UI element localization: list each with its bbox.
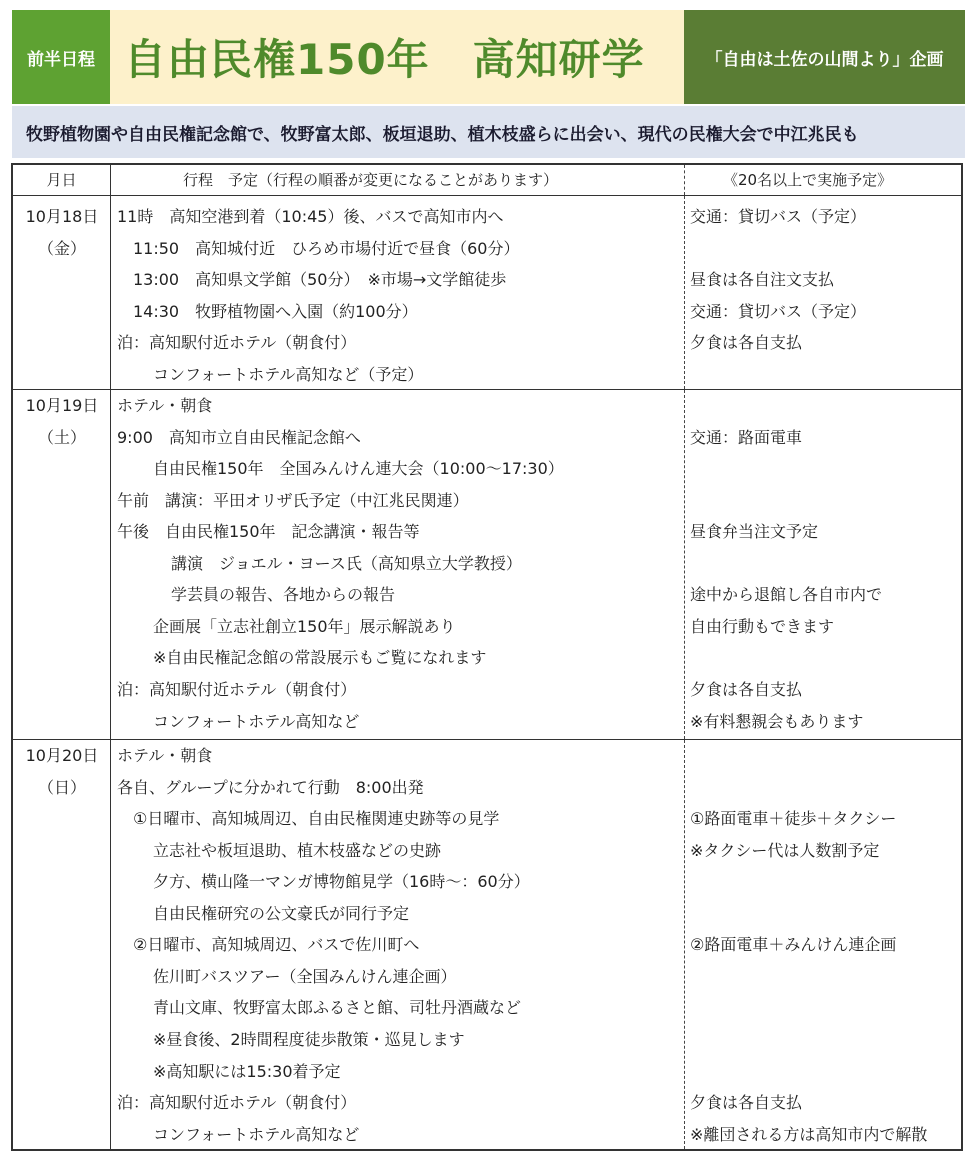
day-date: 10月19日 xyxy=(25,396,99,415)
day-date-cell xyxy=(13,740,111,1149)
note-line: ※有料懇親会もあります xyxy=(690,712,864,731)
subtitle: 牧野植物園や自由民権記念館で、牧野富太郎、板垣退助、植木枝盛らに出会い、現代の民権大会で中江兆民も xyxy=(26,124,859,145)
plan-line: 11:50 高知城付近 ひろめ市場付近で昼食（60分） xyxy=(133,239,520,258)
col-header-date: 月日 xyxy=(13,165,111,195)
day-note-cell xyxy=(685,740,961,1149)
title-banner xyxy=(12,10,965,104)
title-box xyxy=(110,10,684,104)
day-weekday: （金） xyxy=(37,239,86,258)
note-line: ②路面電車＋みんけん連企画 xyxy=(690,935,897,954)
plan-line: コンフォートホテル高知など（予定） xyxy=(153,365,424,384)
plan-line: ホテル・朝食 xyxy=(117,746,213,765)
day-plan-cell xyxy=(111,390,685,739)
plan-line: 各自、グループに分かれて行動 8:00出発 xyxy=(117,778,424,797)
plan-line: 泊：高知駅付近ホテル（朝食付） xyxy=(117,680,357,699)
day-date-cell xyxy=(13,196,111,389)
plan-line: ②日曜市、高知城周辺、バスで佐川町へ xyxy=(133,935,420,954)
page-title: 自由民権150年 高知研学 xyxy=(124,35,645,84)
plan-line: 学芸員の報告、各地からの報告 xyxy=(171,585,396,604)
day-weekday: （土） xyxy=(37,428,86,447)
plan-line: コンフォートホテル高知など xyxy=(153,712,360,731)
plan-line: 14:30 牧野植物園へ入園（約100分） xyxy=(133,302,418,321)
note-line: ①路面電車＋徒歩＋タクシー xyxy=(690,809,897,828)
note-line: 交通：貸切バス（予定） xyxy=(690,207,867,226)
plan-line: 泊：高知駅付近ホテル（朝食付） xyxy=(117,1093,357,1112)
plan-line: ※自由民権記念館の常設展示もご覧になれます xyxy=(153,648,487,667)
note-line: 昼食弁当注文予定 xyxy=(690,522,819,541)
note-line: 昼食は各自注文支払 xyxy=(690,270,835,289)
plan-line: 自由民権150年 全国みんけん連大会（10:00～17:30） xyxy=(153,459,564,478)
note-line: 夕食は各自支払 xyxy=(690,1093,803,1112)
plan-line: 午前 講演：平田オリザ氏予定（中江兆民関連） xyxy=(117,491,469,510)
day-section-3 xyxy=(13,740,961,1149)
plan-line: 青山文庫、牧野富太郎ふるさと館、司牡丹酒蔵など xyxy=(153,998,522,1017)
note-line: 交通：貸切バス（予定） xyxy=(690,302,867,321)
note-line: 夕食は各自支払 xyxy=(690,680,803,699)
plan-line: コンフォートホテル高知など xyxy=(153,1125,360,1144)
col-header-plan: 行程 予定（行程の順番が変更になることがあります） xyxy=(111,165,685,195)
plan-line: ①日曜市、高知城周辺、自由民権関連史跡等の見学 xyxy=(133,809,500,828)
day-note-cell xyxy=(685,196,961,389)
project-tag: 「自由は土佐の山間より」企画 xyxy=(684,10,965,104)
plan-line: ※昼食後、2時間程度徒歩散策・巡見します xyxy=(153,1030,465,1049)
note-line: ※離団される方は高知市内で解散 xyxy=(690,1125,928,1144)
plan-line: 講演 ジョエル・ヨース氏（高知県立大学教授） xyxy=(171,554,522,573)
plan-line: 9:00 高知市立自由民権記念館へ xyxy=(117,428,361,447)
note-line: 自由行動もできます xyxy=(690,617,835,636)
day-weekday: （日） xyxy=(37,778,86,797)
plan-line: 自由民権研究の公文豪氏が同行予定 xyxy=(153,904,410,923)
note-line: ※タクシー代は人数割予定 xyxy=(690,841,880,860)
plan-line: 企画展「立志社創立150年」展示解説あり xyxy=(153,617,456,636)
day-section-2 xyxy=(13,390,961,740)
plan-line: 午後 自由民権150年 記念講演・報告等 xyxy=(117,522,420,541)
plan-line: 13:00 高知県文学館（50分） ※市場→文学館徒歩 xyxy=(133,270,507,289)
plan-line: 立志社や板垣退助、植木枝盛などの史跡 xyxy=(153,841,442,860)
plan-line: ホテル・朝食 xyxy=(117,396,213,415)
note-line: 夕食は各自支払 xyxy=(690,333,803,352)
plan-line: 佐川町バスツアー（全国みんけん連企画） xyxy=(153,967,457,986)
col-header-note: 《20名以上で実施予定》 xyxy=(723,171,893,189)
plan-line: ※高知駅には15:30着予定 xyxy=(153,1062,341,1081)
note-line: 交通：路面電車 xyxy=(690,428,803,447)
plan-line: 夕方、横山隆一マンガ博物館見学（16時～：60分） xyxy=(153,872,530,891)
schedule-tag: 前半日程 xyxy=(12,10,110,104)
note-line: 途中から退館し各自市内で xyxy=(690,585,883,604)
itinerary-table xyxy=(11,163,963,1151)
table-header-row xyxy=(13,165,961,196)
day-date: 10月20日 xyxy=(25,746,99,765)
day-note-cell xyxy=(685,390,961,739)
plan-line: 泊：高知駅付近ホテル（朝食付） xyxy=(117,333,357,352)
plan-line: 11時 高知空港到着（10:45）後、バスで高知市内へ xyxy=(117,207,504,226)
day-plan-cell xyxy=(111,196,685,389)
day-section-1 xyxy=(13,196,961,390)
day-plan-cell xyxy=(111,740,685,1149)
day-date-cell xyxy=(13,390,111,739)
subtitle-band xyxy=(12,106,965,158)
day-date: 10月18日 xyxy=(25,207,99,226)
